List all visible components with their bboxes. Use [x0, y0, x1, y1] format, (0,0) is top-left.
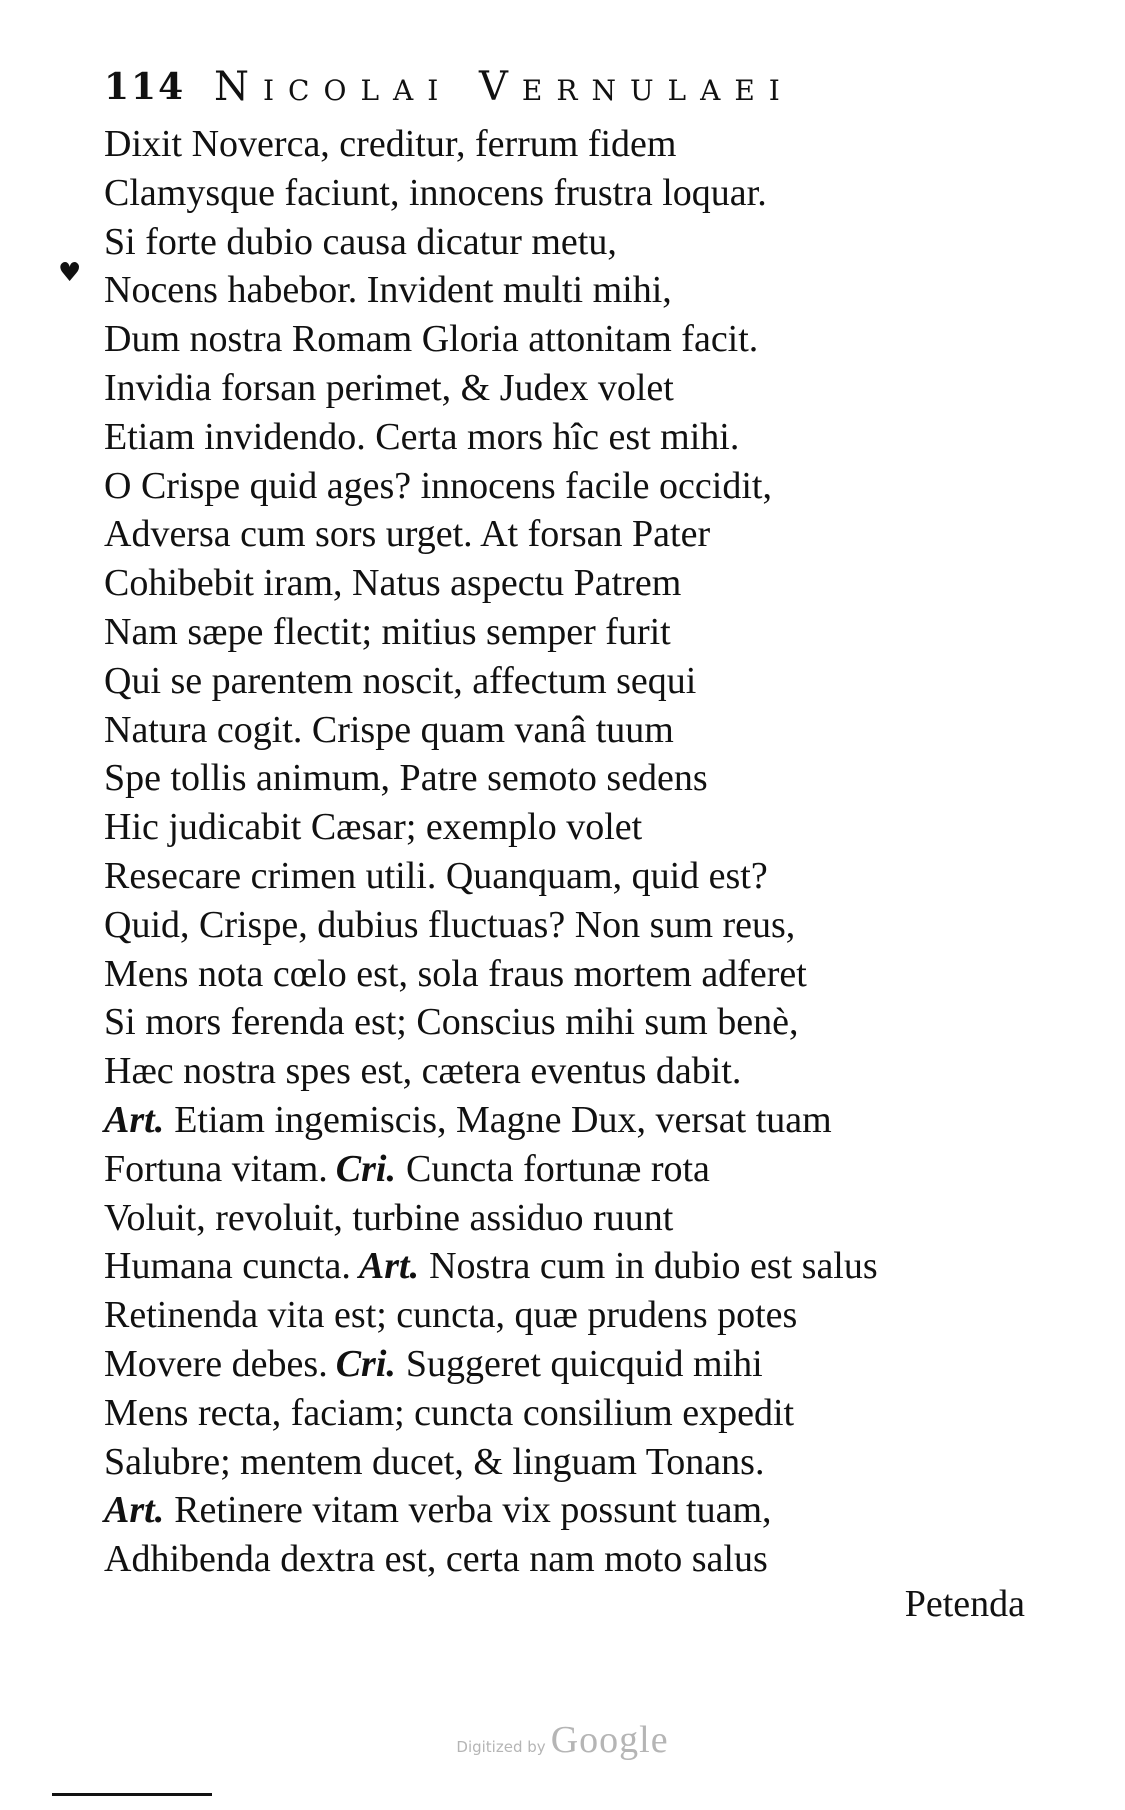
verse-line: [104, 266, 1044, 315]
running-head: Nicolai Vernulaei: [214, 64, 794, 110]
verse-line: [104, 1145, 1044, 1194]
verse-text: Adversa cum sors urget. At forsan Pater: [104, 513, 711, 556]
verse-text: Clamysque faciunt, innocens frustra loquar.: [104, 171, 767, 214]
verse-line: [104, 510, 1044, 559]
verse-line: [104, 1340, 1044, 1389]
verse-text: Si forte dubio causa dicatur metu,: [104, 220, 617, 263]
verse-line: [104, 413, 1044, 462]
bottom-rule: [52, 1793, 212, 1796]
verse-text: Etiam ingemiscis, Magne Dux, versat tuam: [174, 1098, 832, 1141]
speaker-label: Cri.: [335, 1147, 396, 1190]
verse-line: [104, 1438, 1044, 1487]
page-header: [104, 62, 1034, 112]
page-number: 114: [104, 66, 186, 108]
verse-text: Hic judicabit Cæsar; exemplo volet: [104, 806, 643, 849]
verse-line: [104, 803, 1044, 852]
verse-text: Spe tollis animum, Patre semoto sedens: [104, 757, 708, 800]
verse-line: [104, 462, 1044, 511]
verse-line: [104, 1486, 1044, 1535]
verse-text: Nam sæpe flectit; mitius semper furit: [104, 610, 671, 653]
verse-line: [104, 852, 1044, 901]
verse-line: [104, 1242, 1044, 1291]
verse-text: Voluit, revoluit, turbine assiduo ruunt: [104, 1196, 674, 1239]
verse-text: Hæc nostra spes est, cætera eventus dabit.: [104, 1050, 742, 1093]
verse-line: [104, 1096, 1044, 1145]
verse-text: Invidia forsan perimet, & Judex volet: [104, 366, 674, 409]
catchword: Petenda: [904, 1583, 1025, 1625]
verse-line: [104, 706, 1044, 755]
verse-line: [104, 608, 1044, 657]
verse-text-block: [104, 120, 1044, 1584]
verse-line: [104, 120, 1044, 169]
verse-line: [104, 169, 1044, 218]
verse-line: [104, 950, 1044, 999]
verse-text: Humana cuncta.: [104, 1245, 351, 1288]
watermark-brand: Google: [550, 1719, 669, 1761]
verse-text: Nostra cum in dubio est salus: [429, 1245, 878, 1288]
digitized-watermark: [0, 1718, 1125, 1762]
verse-text: Si mors ferenda est; Conscius mihi sum benè,: [104, 1001, 799, 1044]
verse-text: Dum nostra Romam Gloria attonitam facit.: [104, 318, 759, 361]
marginal-mark: ♥: [58, 258, 82, 288]
verse-line: [104, 315, 1044, 364]
verse-line: [104, 754, 1044, 803]
verse-text: O Crispe quid ages? innocens facile occidit,: [104, 464, 772, 507]
verse-text: Adhibenda dextra est, certa nam moto salus: [104, 1538, 768, 1581]
verse-line: [104, 364, 1044, 413]
speaker-label: Cri.: [335, 1342, 396, 1385]
verse-text: Movere debes.: [104, 1342, 328, 1385]
verse-line: [104, 1291, 1044, 1340]
verse-text: Cuncta fortunæ rota: [405, 1147, 710, 1190]
speaker-label: Art.: [104, 1489, 165, 1532]
verse-line: [104, 218, 1044, 267]
verse-text: Resecare crimen utili. Quanquam, quid est?: [104, 854, 768, 897]
speaker-label: Art.: [358, 1245, 420, 1288]
verse-text: Nocens habebor. Invident multi mihi,: [104, 269, 672, 312]
verse-line: [104, 1535, 1044, 1584]
watermark-prefix: Digitized by: [456, 1738, 546, 1756]
verse-text: Mens nota cœlo est, sola fraus mortem adferet: [104, 952, 807, 995]
verse-text: Retinenda vita est; cuncta, quæ prudens potes: [104, 1294, 798, 1337]
verse-line: [104, 998, 1044, 1047]
verse-line: [104, 559, 1044, 608]
verse-text: Etiam invidendo. Certa mors hîc est mihi.: [104, 415, 740, 458]
verse-text: Qui se parentem noscit, affectum sequi: [104, 659, 697, 702]
verse-text: Retinere vitam verba vix possunt tuam,: [174, 1489, 772, 1532]
verse-text: Mens recta, faciam; cuncta consilium expedit: [104, 1391, 795, 1434]
verse-text: Suggeret quicquid mihi: [405, 1342, 763, 1385]
verse-text: Cohibebit iram, Natus aspectu Patrem: [104, 562, 682, 605]
verse-line: [104, 901, 1044, 950]
verse-text: Dixit Noverca, creditur, ferrum fidem: [104, 123, 677, 165]
verse-text: Fortuna vitam.: [104, 1147, 328, 1190]
verse-line: [104, 657, 1044, 706]
verse-line: [104, 1194, 1044, 1243]
verse-text: Salubre; mentem ducet, & linguam Tonans.: [104, 1440, 765, 1483]
verse-text: Quid, Crispe, dubius fluctuas? Non sum reus,: [104, 903, 796, 946]
verse-line: [104, 1047, 1044, 1096]
verse-text: Natura cogit. Crispe quam vanâ tuum: [104, 708, 674, 751]
verse-line: [104, 1389, 1044, 1438]
speaker-label: Art.: [104, 1098, 165, 1141]
